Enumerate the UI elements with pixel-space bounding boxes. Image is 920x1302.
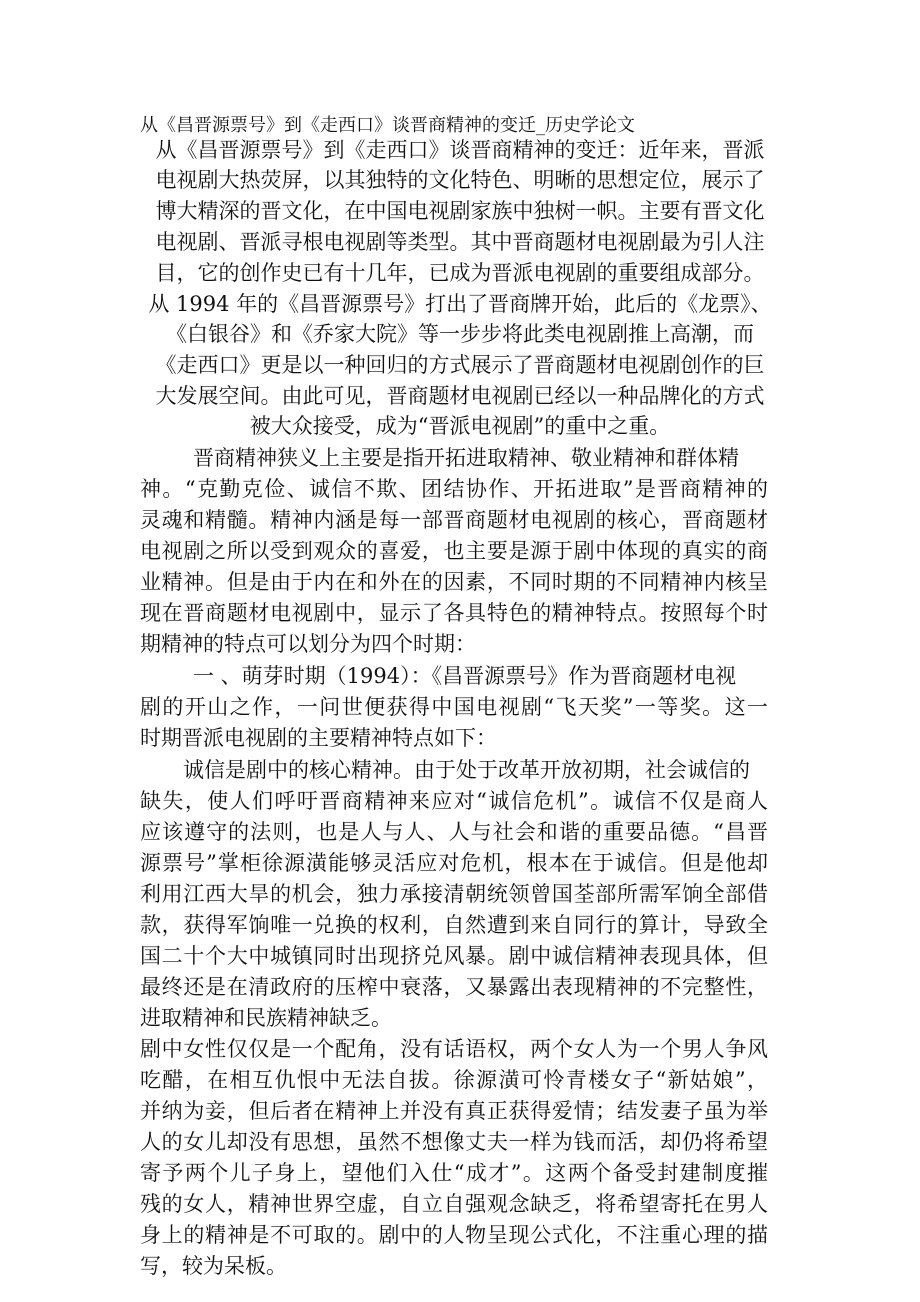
- abstract-line: 电视剧、晋派寻根电视剧等类型。其中晋商题材电视剧最为引人注: [155, 230, 765, 254]
- paragraph-line: 残的女人，精神世界空虚，自立自强观念缺乏，将希望寄托在男人: [140, 1192, 768, 1216]
- abstract-line: 从 1994 年的《昌晋源票号》打出了晋商牌开始，此后的《龙票》、: [148, 292, 772, 316]
- abstract-line: 《白银谷》和《乔家大院》等一步步将此类电视剧推上高潮，而: [166, 322, 754, 346]
- paragraph-line: 进取精神和民族精神缺乏。: [140, 1006, 392, 1030]
- paragraph-line: 神。“克勤克俭、诚信不欺、团结协作、开拓进取”是晋商精神的: [140, 477, 768, 501]
- paragraph-line: 期精神的特点可以划分为四个时期：: [140, 632, 476, 656]
- paragraph-line: 现在晋商题材电视剧中，显示了各具特色的精神特点。按照每个时: [140, 601, 768, 625]
- abstract-line: 电视剧大热荧屏，以其独特的文化特色、明晰的思想定位，展示了: [155, 168, 765, 192]
- abstract-line: 从《昌晋源票号》到《走西口》谈晋商精神的变迁：近年来，晋派: [155, 138, 765, 162]
- section-heading-line: 一 、萌芽时期（1994）：《昌晋源票号》作为晋商题材电视: [193, 664, 737, 688]
- paragraph-line: 晋商精神狭义上主要是指开拓进取精神、敬业精神和群体精: [193, 446, 739, 470]
- paragraph-line: 国二十个大中城镇同时出现挤兑风暴。剧中诚信精神表现具体，但: [140, 944, 768, 968]
- paragraph-line: 吃醋，在相互仇恨中无法自拔。徐源潢可怜青楼女子“新姑娘”，: [140, 1068, 768, 1092]
- abstract-line: 《走西口》更是以一种回归的方式展示了晋商题材电视剧创作的巨: [155, 353, 765, 377]
- paragraph-line: 寄予两个儿子身上，望他们入仕“成才”。这两个备受封建制度摧: [140, 1161, 768, 1185]
- paragraph-line: 人的女儿却没有思想，虽然不想像丈夫一样为钱而活，却仍将希望: [140, 1130, 768, 1154]
- paragraph-line: 最终还是在清政府的压榨中衰落，又暴露出表现精神的不完整性，: [140, 975, 768, 999]
- paragraph-line: 写，较为呆板。: [140, 1254, 287, 1278]
- paragraph-line: 诚信是剧中的核心精神。由于处于改革开放初期，社会诚信的: [183, 758, 750, 782]
- abstract-line: 被大众接受，成为“晋派电视剧”的重中之重。: [249, 414, 671, 438]
- abstract-line: 博大精深的晋文化，在中国电视剧家族中独树一帜。主要有晋文化: [155, 199, 765, 223]
- paragraph-line: 剧中女性仅仅是一个配角，没有话语权，两个女人为一个男人争风: [140, 1037, 768, 1061]
- paragraph-line: 剧的开山之作，一问世便获得中国电视剧“飞天奖”一等奖。这一: [140, 695, 768, 719]
- paragraph-line: 时期晋派电视剧的主要精神特点如下：: [140, 726, 497, 750]
- paragraph-line: 利用江西大旱的机会，独力承接清朝统领曾国荃部所需军饷全部借: [140, 882, 768, 906]
- paragraph-line: 缺失，使人们呼吁晋商精神来应对“诚信危机”。诚信不仅是商人: [140, 789, 768, 813]
- paragraph-line: 身上的精神是不可取的。剧中的人物呈现公式化，不注重心理的描: [140, 1223, 768, 1247]
- paragraph-line: 业精神。但是由于内在和外在的因素，不同时期的不同精神内核呈: [140, 570, 768, 594]
- paragraph-line: 应该遵守的法则，也是人与人、人与社会和谐的重要品德。“昌晋: [140, 820, 768, 844]
- paragraph-line: 灵魂和精髓。精神内涵是每一部晋商题材电视剧的核心，晋商题材: [140, 508, 768, 532]
- paragraph-line: 并纳为妾，但后者在精神上并没有真正获得爱情；结发妻子虽为举: [140, 1099, 768, 1123]
- document-title: 从《昌晋源票号》到《走西口》谈晋商精神的变迁_历史学论文: [140, 115, 635, 136]
- paragraph-line: 源票号”掌柜徐源潢能够灵活应对危机，根本在于诚信。但是他却: [140, 851, 768, 875]
- paragraph-line: 电视剧之所以受到观众的喜爱，也主要是源于剧中体现的真实的商: [140, 539, 768, 563]
- paragraph-line: 款，获得军饷唯一兑换的权利，自然遭到来自同行的算计，导致全: [140, 913, 768, 937]
- abstract-line: 目，它的创作史已有十几年，已成为晋派电视剧的重要组成部分。: [155, 261, 765, 285]
- abstract-line: 大发展空间。由此可见，晋商题材电视剧已经以一种品牌化的方式: [155, 384, 765, 408]
